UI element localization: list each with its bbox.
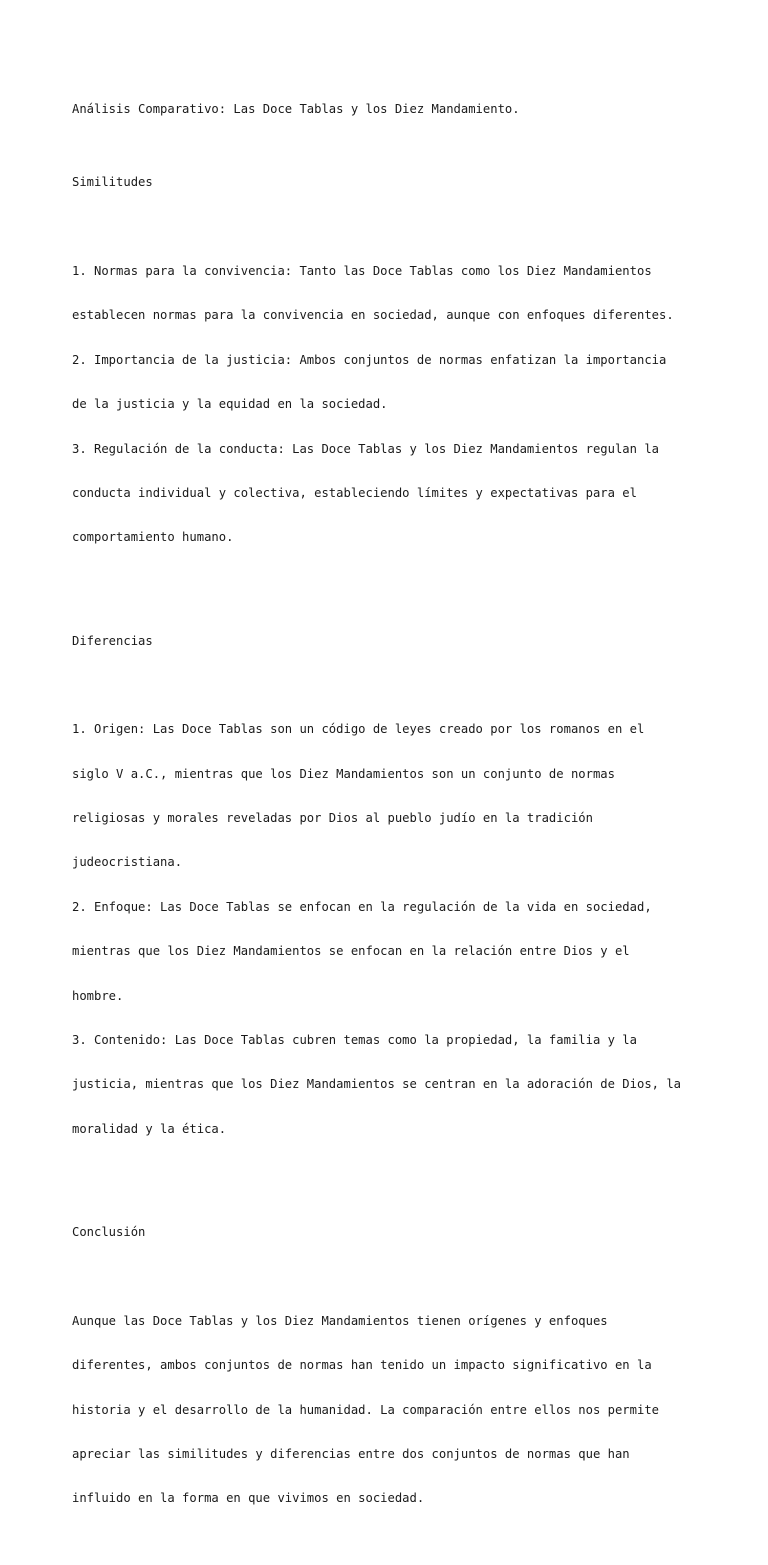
text-line: judeocristiana. — [72, 855, 183, 870]
text-line: moralidad y la ética. — [72, 1121, 227, 1136]
text-line: 3. Regulación de la conducta: Las Doce Tablas y los Diez Mandamientos regulan la — [72, 441, 659, 456]
text-line: siglo V a.C., mientras que los Diez Mandamientos son un conjunto de normas — [72, 766, 615, 781]
document-page — [72, 72, 712, 1565]
section-body-similitudes — [72, 234, 712, 574]
text-line: mientras que los Diez Mandamientos se enfocan en la relación entre Dios y el — [72, 944, 630, 959]
text-line: 2. Importancia de la justicia: Ambos conjuntos de normas enfatizan la importancia — [72, 352, 667, 367]
text-line: diferentes, ambos conjuntos de normas han tenido un impacto significativo en la — [72, 1358, 652, 1373]
document-title: Análisis Comparativo: Las Doce Tablas y los Diez Mandamiento. — [72, 101, 520, 116]
text-line: conducta individual y colectiva, estableciendo límites y expectativas para el — [72, 485, 637, 500]
section-heading-similitudes: Similitudes — [72, 175, 153, 190]
text-line: hombre. — [72, 988, 124, 1003]
section-body-diferencias — [72, 693, 712, 1167]
section-heading-diferencias: Diferencias — [72, 633, 153, 648]
section-heading-conclusion: Conclusión — [72, 1225, 146, 1240]
text-line: 1. Normas para la convivencia: Tanto las Doce Tablas como los Diez Mandamientos — [72, 263, 652, 278]
text-line: comportamiento humano. — [72, 530, 234, 545]
text-line: historia y el desarrollo de la humanidad. La comparación entre ellos nos permite — [72, 1402, 659, 1417]
text-line: 2. Enfoque: Las Doce Tablas se enfocan en la regulación de la vida en sociedad, — [72, 899, 652, 914]
text-line: de la justicia y la equidad en la sociedad. — [72, 397, 388, 412]
text-line: religiosas y morales reveladas por Dios al pueblo judío en la tradición — [72, 811, 593, 826]
section-body-conclusion — [72, 1284, 712, 1536]
text-line: influido en la forma en que vivimos en sociedad. — [72, 1491, 425, 1506]
text-line: establecen normas para la convivencia en sociedad, aunque con enfoques diferentes. — [72, 308, 674, 323]
text-line: 1. Origen: Las Doce Tablas son un código de leyes creado por los romanos en el — [72, 722, 645, 737]
text-line: Aunque las Doce Tablas y los Diez Mandamientos tienen orígenes y enfoques — [72, 1313, 608, 1328]
text-line: 3. Contenido: Las Doce Tablas cubren temas como la propiedad, la familia y la — [72, 1032, 637, 1047]
text-line: apreciar las similitudes y diferencias entre dos conjuntos de normas que han — [72, 1446, 630, 1461]
text-line: justicia, mientras que los Diez Mandamientos se centran en la adoración de Dios, la — [72, 1077, 682, 1092]
